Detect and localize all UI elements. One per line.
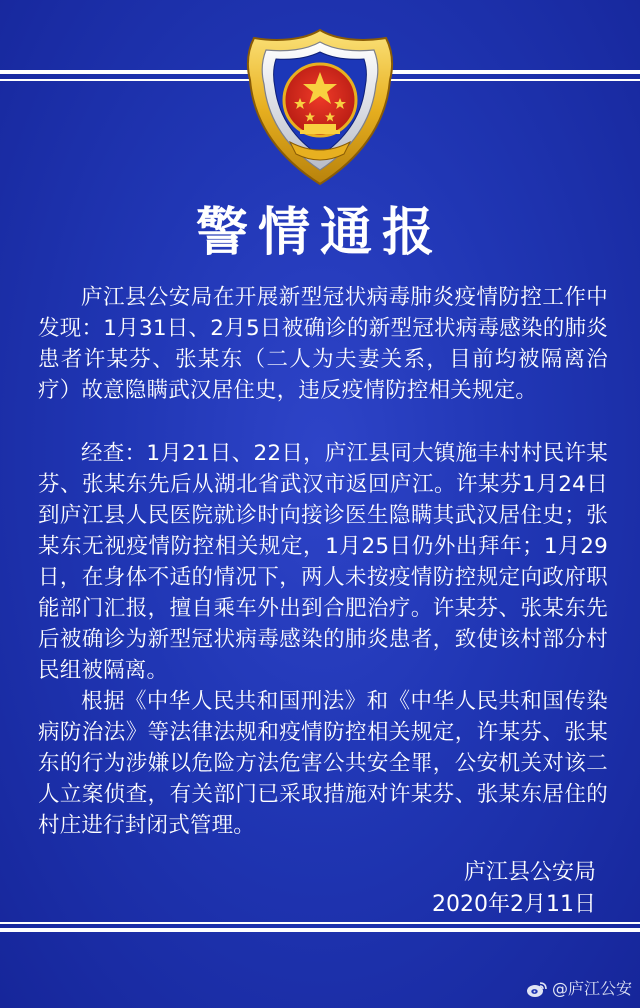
paragraph-findings: 庐江县公安局在开展新型冠状病毒肺炎疫情防控工作中发现：1月31日、2月5日被确诊的新型冠状病毒感染的肺炎患者许某芬、张某东（二人为夫妻关系，目前均被隔离治疗）故意隐瞒武汉居住史，违反疫情防控相关规定。: [38, 285, 608, 403]
signature-organization: 庐江县公安局: [463, 860, 596, 885]
paragraph-investigation: 经查：1月21日、22日，庐江县同大镇施丰村村民许某芬、张某东先后从湖北省武汉市返回庐江。许某芬1月24日到庐江县人民医院就诊时向接诊医生隐瞒其武汉居住史；张某东无视疫情防控相关规定，1月25日仍外出拜年；1月29日，在身体不适的情况下，两人未按疫情防控规定向政府职能部门汇报，擅自乘车外出到合肥治疗。许某芬、张某东先后被确诊为新型冠状病毒感染的肺炎患者，致使该村部分村民组被隔离。: [38, 441, 608, 683]
watermark-text: @庐江公安: [551, 979, 632, 998]
notice-title: 警情通报: [195, 203, 444, 263]
bottom-divider-thin: [0, 922, 640, 924]
police-badge-icon: [232, 26, 408, 188]
signature-date: 2020年2月11日: [432, 892, 596, 917]
paragraph-legal-basis: 根据《中华人民共和国刑法》和《中华人民共和国传染病防治法》等法律法规和疫情防控相关规定，许某芬、张某东的行为涉嫌以危险方法危害公共安全罪，公安机关对该二人立案侦查，有关部门已采取措施对许某芬、张某东居住的村庄进行封闭式管理。: [38, 689, 608, 838]
bottom-divider-thick: [0, 928, 640, 932]
watermark: [526, 978, 632, 1000]
weibo-icon: [526, 980, 548, 998]
